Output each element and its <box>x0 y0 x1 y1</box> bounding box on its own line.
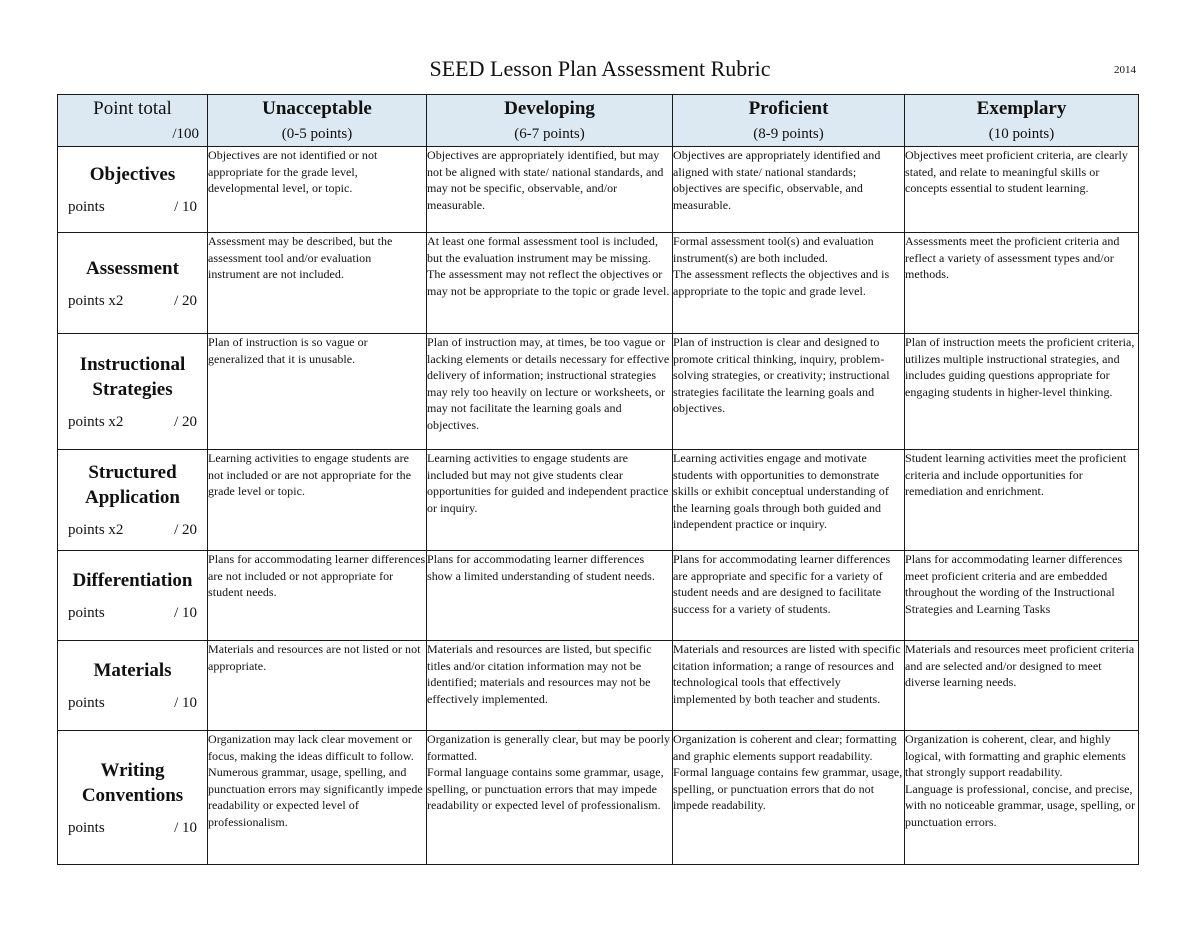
page-title: SEED Lesson Plan Assessment Rubric <box>429 56 771 81</box>
points-label: points <box>68 819 105 836</box>
rubric-row-materials <box>58 641 1139 731</box>
descriptor-proficient: Organization is coherent and clear; formatting and graphic elements support readability. Formal language contains few grammar, usage, spelling, or punctuation errors that do not impede readability. <box>673 731 905 865</box>
criterion-name: Materials <box>93 660 172 681</box>
criterion-points <box>58 605 207 622</box>
rubric-row-instructional-strategies <box>58 334 1139 450</box>
rubric-row-structured-application <box>58 450 1139 551</box>
descriptor-developing: Plans for accommodating learner differences show a limited understanding of student needs. <box>427 551 673 641</box>
level-name: Exemplary <box>976 98 1067 119</box>
rubric-row-assessment <box>58 233 1139 334</box>
descriptor-unacceptable: Materials and resources are not listed or not appropriate. <box>208 641 427 731</box>
descriptor-unacceptable: Organization may lack clear movement or focus, making the ideas difficult to follow. Numerous grammar, usage, spelling, and punctuation errors may significantly impede readability or expected level of professionalism. <box>208 731 427 865</box>
descriptor-exemplary: Plan of instruction meets the proficient criteria, utilizes multiple instructional strategies, and includes guiding questions appropriate for engaging students in higher-level thinking. <box>905 334 1139 450</box>
descriptor-developing: Learning activities to engage students are included but may not give students clear opportunities for guided and independent practice or inquiry. <box>427 450 673 551</box>
rubric-table <box>57 94 1139 865</box>
level-range: (10 points) <box>988 126 1055 142</box>
descriptor-unacceptable: Plans for accommodating learner differences are not included or not appropriate for student needs. <box>208 551 427 641</box>
points-max: / 10 <box>174 695 197 711</box>
descriptor-exemplary: Student learning activities meet the proficient criteria and include opportunities for remediation and enrichment. <box>905 450 1139 551</box>
descriptor-proficient: Plans for accommodating learner differences are appropriate and specific for a variety of student needs and are designed to facilitate success for a variety of students. <box>673 551 905 641</box>
descriptor-unacceptable: Learning activities to engage students are not included or are not appropriate for the grade level or topic. <box>208 450 427 551</box>
criterion-points <box>58 414 207 431</box>
descriptor-exemplary: Materials and resources meet proficient criteria and are selected and/or designed to meet diverse learning needs. <box>905 641 1139 731</box>
descriptor-proficient: Plan of instruction is clear and designed to promote critical thinking, inquiry, problem-solving strategies, or creativity; instructional strategies facilitate the learning goals and objectives. <box>673 334 905 450</box>
criterion-cell <box>58 641 208 731</box>
level-range: (0-5 points) <box>281 126 353 142</box>
descriptor-proficient: Formal assessment tool(s) and evaluation instrument(s) are both included. The assessment reflects the objectives and is appropriate to the topic and grade level. <box>673 233 905 334</box>
descriptor-developing: Objectives are appropriately identified, but may not be aligned with state/ national standards, and may not be specific, observable, and/or measurable. <box>427 147 673 233</box>
level-name: Proficient <box>748 98 829 119</box>
descriptor-unacceptable: Assessment may be described, but the assessment tool and/or evaluation instrument are not included. <box>208 233 427 334</box>
criterion-cell <box>58 147 208 233</box>
criterion-cell <box>58 551 208 641</box>
level-range: (6-7 points) <box>514 126 585 142</box>
points-max: / 20 <box>174 292 197 309</box>
points-label: points x2 <box>68 413 124 430</box>
criterion-cell <box>58 233 208 334</box>
point-total-max: /100 <box>172 126 199 142</box>
document-year: 2014 <box>1114 64 1136 76</box>
criterion-points <box>58 199 207 216</box>
criterion-cell <box>58 450 208 551</box>
rubric-row-writing-conventions <box>58 731 1139 865</box>
points-max: / 10 <box>174 605 197 621</box>
criterion-points <box>58 293 207 310</box>
points-label: points <box>68 605 105 621</box>
descriptor-developing: Materials and resources are listed, but specific titles and/or citation information may not be identified; materials and resources may not be effectively implemented. <box>427 641 673 731</box>
criterion-name: Differentiation <box>72 570 193 591</box>
rubric-row-objectives <box>58 147 1139 233</box>
criterion-name: Objectives <box>89 164 176 185</box>
criterion-name: Writing Conventions <box>81 759 184 806</box>
criterion-name: Instructional Strategies <box>79 353 186 400</box>
point-total-label: Point total <box>93 98 172 119</box>
descriptor-unacceptable: Plan of instruction is so vague or generalized that it is unusable. <box>208 334 427 450</box>
descriptor-proficient: Objectives are appropriately identified and aligned with state/ national standards; objectives are specific, observable, and measurable. <box>673 147 905 233</box>
descriptor-developing: Plan of instruction may, at times, be too vague or lacking elements or details necessary for effective delivery of information; instructional strategies may rely too heavily on lecture or worksheets, or may not facilitate the learning goals and objectives. <box>427 334 673 450</box>
point-total-header <box>58 95 208 147</box>
level-range: (8-9 points) <box>753 126 824 142</box>
points-max: / 20 <box>174 413 197 430</box>
descriptor-proficient: Learning activities engage and motivate students with opportunities to demonstrate skills or exhibit conceptual understanding of the learning goals through both guided and independent practice or inquiry. <box>673 450 905 551</box>
header-row <box>58 95 1139 147</box>
descriptor-exemplary: Plans for accommodating learner differences meet proficient criteria and are embedded throughout the wording of the Instructional Strategies and Learning Tasks <box>905 551 1139 641</box>
level-name: Unacceptable <box>262 98 372 119</box>
points-max: / 10 <box>174 199 197 215</box>
descriptor-exemplary: Assessments meet the proficient criteria and reflect a variety of assessment types and/or methods. <box>905 233 1139 334</box>
level-name: Developing <box>504 98 595 119</box>
criterion-name: Assessment <box>86 257 179 279</box>
points-label: points x2 <box>68 292 124 309</box>
descriptor-developing: Organization is generally clear, but may be poorly formatted. Formal language contains some grammar, usage, spelling, or punctuation errors that may impede readability or expected level of professionalism. <box>427 731 673 865</box>
criterion-cell <box>58 731 208 865</box>
descriptor-exemplary: Organization is coherent, clear, and highly logical, with formatting and graphic elements that strongly support readability. Language is professional, concise, and precise, with no noticeable grammar, usage, spelling, or punctuation errors. <box>905 731 1139 865</box>
points-max: / 10 <box>174 819 197 836</box>
level-header-unacceptable <box>208 95 427 147</box>
criterion-points <box>58 695 207 712</box>
points-max: / 20 <box>174 522 197 538</box>
points-label: points <box>68 199 105 215</box>
descriptor-proficient: Materials and resources are listed with specific citation information; a range of resources and technological tools that effectively implemented by both teacher and students. <box>673 641 905 731</box>
descriptor-developing: At least one formal assessment tool is included, but the evaluation instrument may be missing. The assessment may not reflect the objectives or may not be appropriate to the topic or grade level. <box>427 233 673 334</box>
level-header-proficient <box>673 95 905 147</box>
descriptor-exemplary: Objectives meet proficient criteria, are clearly stated, and relate to meaningful skills or concepts essential to student learning. <box>905 147 1139 233</box>
points-label: points <box>68 695 105 711</box>
criterion-points <box>58 820 207 837</box>
descriptor-unacceptable: Objectives are not identified or not appropriate for the grade level, developmental level, or topic. <box>208 147 427 233</box>
criterion-cell <box>58 334 208 450</box>
points-label: points x2 <box>68 522 124 538</box>
rubric-row-differentiation <box>58 551 1139 641</box>
criterion-name: Structured Application <box>84 462 181 508</box>
level-header-exemplary <box>905 95 1139 147</box>
level-header-developing <box>427 95 673 147</box>
criterion-points <box>58 522 207 539</box>
